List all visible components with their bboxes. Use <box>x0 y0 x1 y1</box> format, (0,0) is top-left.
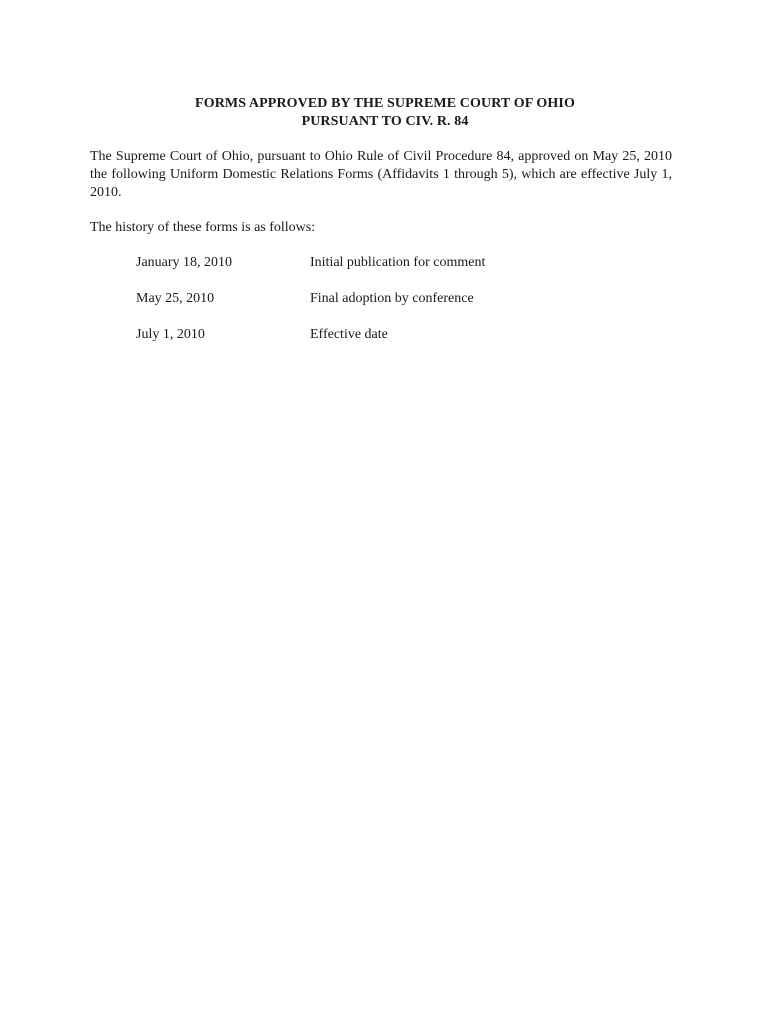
history-date: May 25, 2010 <box>136 291 215 306</box>
document-title-line-2: PURSUANT TO CIV. R. 84 <box>301 114 469 129</box>
history-intro: The history of these forms is as follows: <box>90 220 316 235</box>
history-date: January 18, 2010 <box>136 255 233 270</box>
history-event: Initial publication for comment <box>310 255 486 270</box>
document-title-line-1: FORMS APPROVED BY THE SUPREME COURT OF OHIO <box>195 96 575 111</box>
history-row <box>0 326 770 344</box>
intro-paragraph: The Supreme Court of Ohio, pursuant to Ohio Rule of Civil Procedure 84, approved on May 25, 2010 the following Uniform Domestic Relations Forms (Affidavits 1 through 5), which are effective July 1, 2010. <box>90 149 672 200</box>
history-row <box>0 254 770 272</box>
history-row <box>0 290 770 308</box>
history-event: Final adoption by conference <box>310 291 474 306</box>
history-date: July 1, 2010 <box>136 327 205 342</box>
history-event: Effective date <box>310 327 388 342</box>
